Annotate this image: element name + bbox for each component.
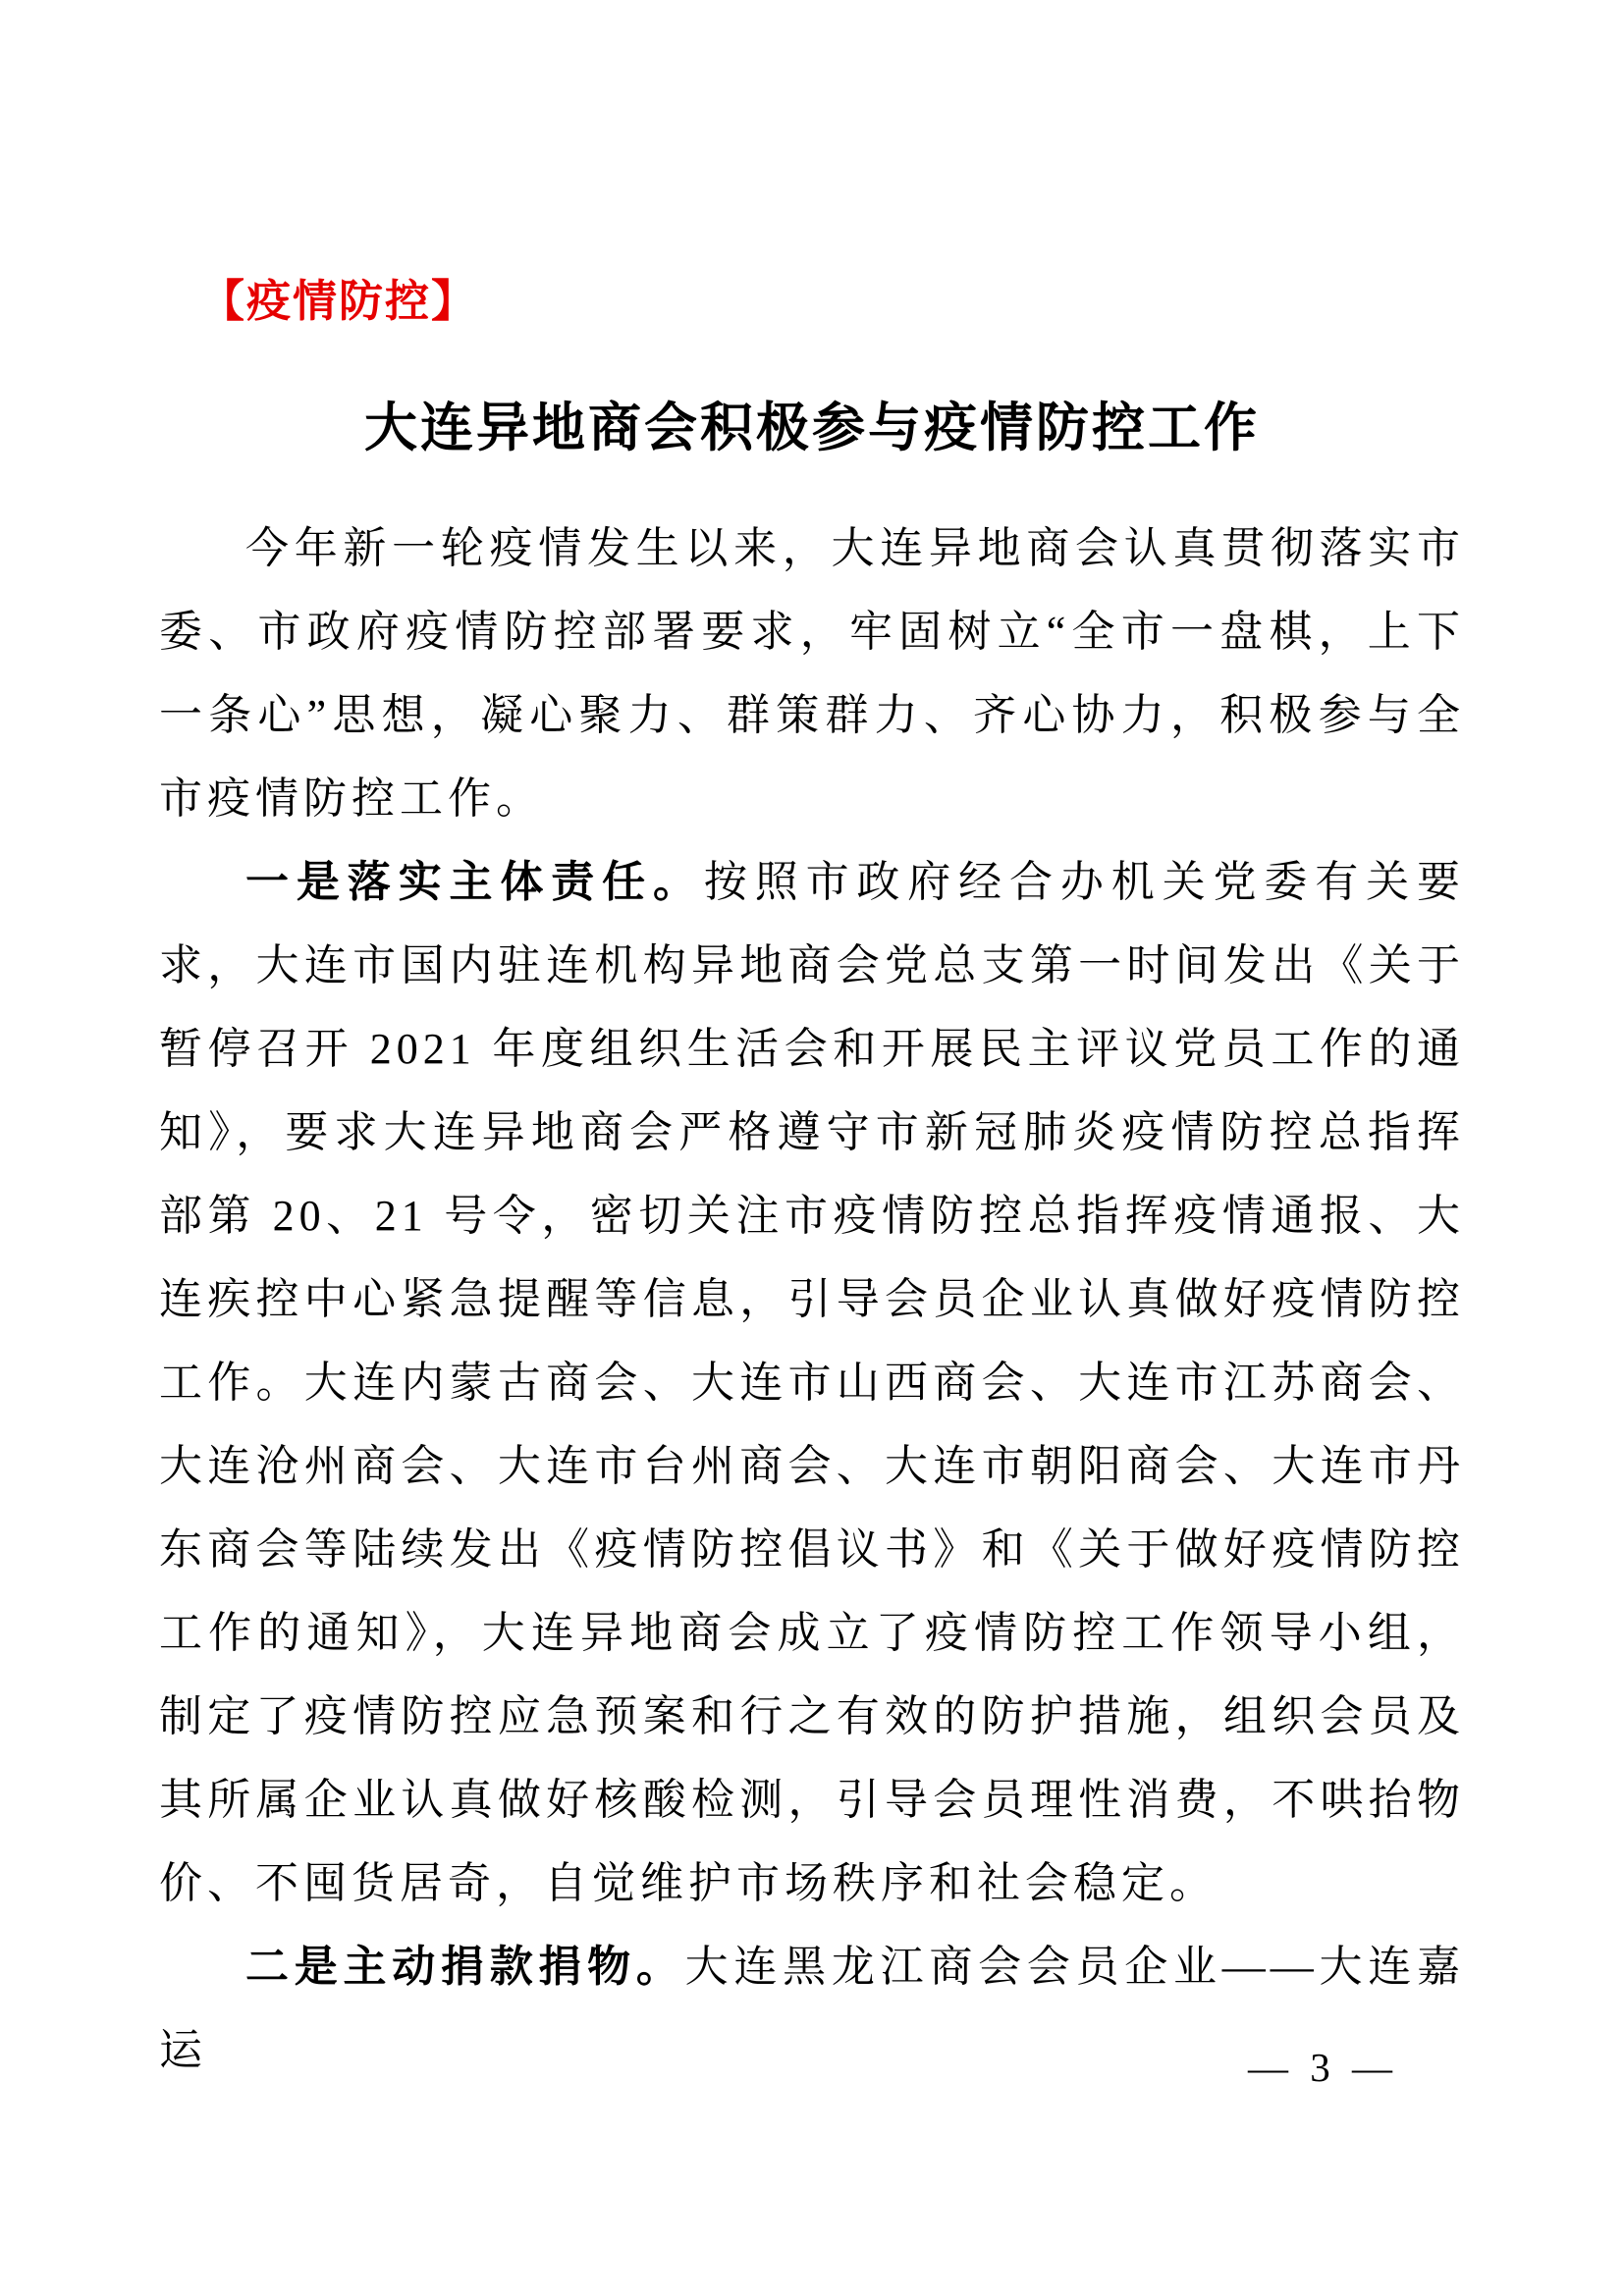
document-body [159,507,1465,2092]
paragraph-2 [159,840,1465,1925]
paragraph-1 [159,507,1465,840]
paragraph-3-text: 大连黑龙江商会会员企业——大连嘉运 [159,1943,1466,2074]
section-tag: 【疫情防控】 [200,276,478,326]
paragraph-2-text: 按照市政府经合办机关党委有关要求，大连市国内驻连机构异地商会党总支第一时间发出《关于暂停召开 2021 年度组织生活会和开展民主评议党员工作的通知》，要求大连异地商会严格遵守市新冠肺炎疫情防控总指挥部第 20、21 号令，密切关注市疫情防控总指挥疫情通报、大连疾控中心紧急提醒等信息，引导会员企业认真做好疫情防控工作。大连内蒙古商会、大连市山西商会、大连市江苏商会、大连沧州商会、大连市台州商会、大连市朝阳商会、大连市丹东商会等陆续发出《疫情防控倡议书》和《关于做好疫情防控工作的通知》，大连异地商会成立了疫情防控工作领导小组，制定了疫情防控应急预案和行之有效的防护措施，组织会员及其所属企业认真做好核酸检测，引导会员理性消费，不哄抬物价、不囤货居奇，自觉维护市场秩序和社会稳定。 [159,858,1466,1907]
page-number: — 3 — [1248,2045,1398,2090]
paragraph-3-lead: 二是主动捐款捐物。 [245,1943,685,1991]
paragraph-2-lead: 一是落实主体责任。 [245,858,704,906]
page-title: 大连异地商会积极参与疫情防控工作 [364,399,1260,457]
paragraph-1-text: 今年新一轮疫情发生以来，大连异地商会认真贯彻落实市委、市政府疫情防控部署要求，牢固树立“全市一盘棋，上下一条心”思想，凝心聚力、群策群力、齐心协力，积极参与全市疫情防控工作。 [159,524,1465,823]
